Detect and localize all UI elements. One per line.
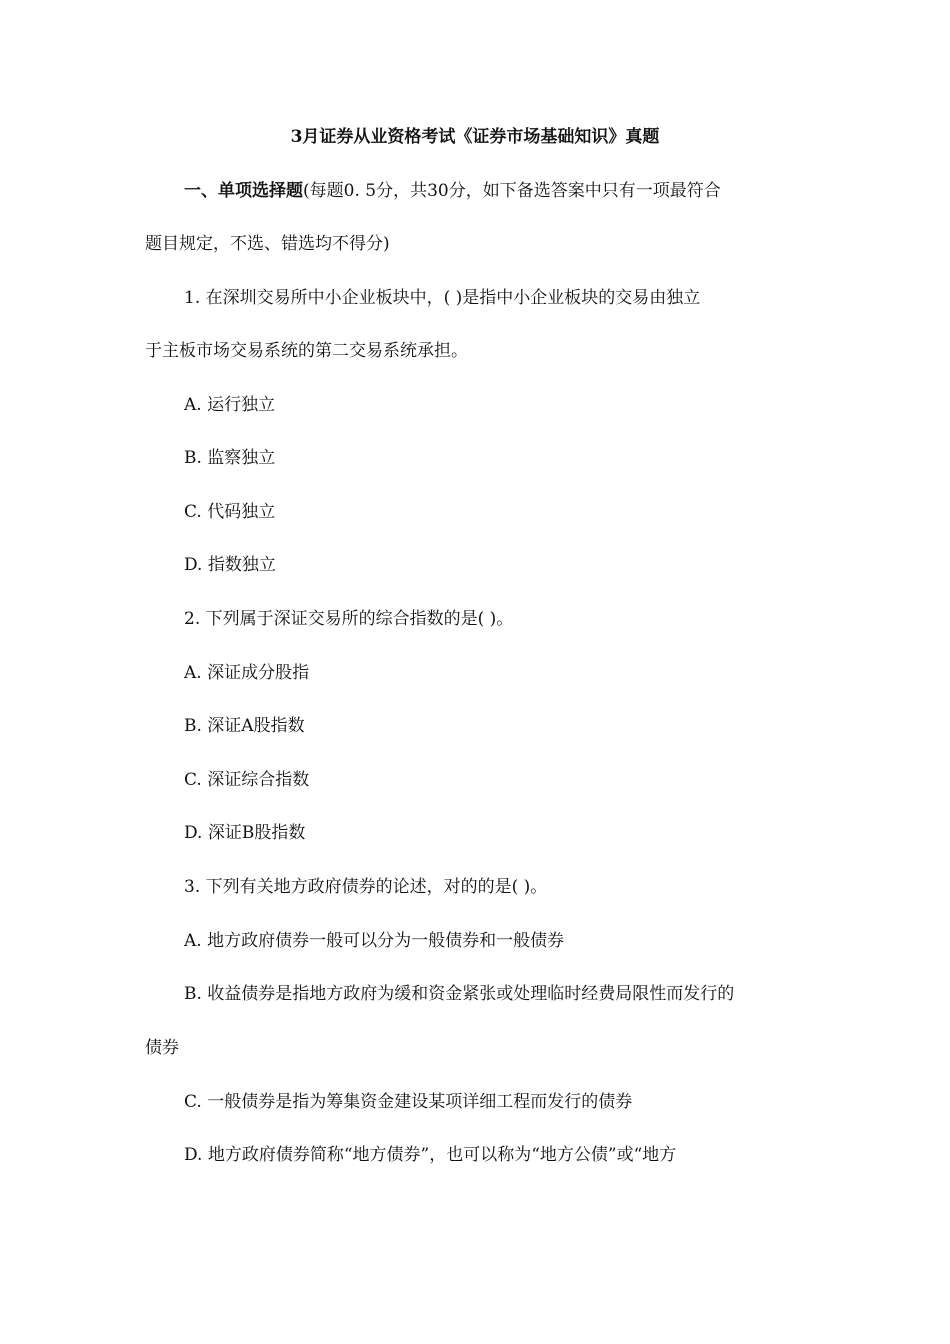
section-header <box>184 178 721 204</box>
question-3-stem: 3. 下列有关地方政府债券的论述，对的的是( )。 <box>184 877 548 897</box>
question-3-option-d: D. 地方政府债券简称“地方债券”，也可以称为“地方公债”或“地方 <box>184 1145 677 1165</box>
section-note-continued: 题目规定，不选、错选均不得分) <box>145 234 390 254</box>
question-3-option-c: C. 一般债券是指为筹集资金建设某项详细工程而发行的债券 <box>184 1092 633 1112</box>
question-3-option-b-continued: 债券 <box>145 1038 179 1058</box>
question-2-option-c: C. 深证综合指数 <box>184 770 310 790</box>
question-1-stem-continued: 于主板市场交易系统的第二交易系统承担。 <box>145 341 468 361</box>
question-3-option-b: B. 收益债券是指地方政府为缓和资金紧张或处理临时经费局限性而发行的 <box>184 984 735 1004</box>
question-1-option-b: B. 监察独立 <box>184 448 276 468</box>
question-1-stem: 1. 在深圳交易所中小企业板块中，( )是指中小企业板块的交易由独立 <box>184 288 701 308</box>
question-1-option-d: D. 指数独立 <box>184 555 276 575</box>
question-2-option-b: B. 深证A股指数 <box>184 716 305 736</box>
question-2-stem: 2. 下列属于深证交易所的综合指数的是( )。 <box>184 609 514 629</box>
question-1-option-a: A. 运行独立 <box>184 395 276 415</box>
document-title: 3月证券从业资格考试《证券市场基础知识》真题 <box>290 127 660 147</box>
section-note: (每题0. 5分，共30分，如下备选答案中只有一项最符合 <box>303 181 721 201</box>
question-2-option-a: A. 深证成分股指 <box>184 663 310 683</box>
section-heading: 一、单项选择题 <box>184 181 303 201</box>
question-3-option-a: A. 地方政府债券一般可以分为一般债券和一般债券 <box>184 931 565 951</box>
question-1-option-c: C. 代码独立 <box>184 502 276 522</box>
question-2-option-d: D. 深证B股指数 <box>184 823 306 843</box>
